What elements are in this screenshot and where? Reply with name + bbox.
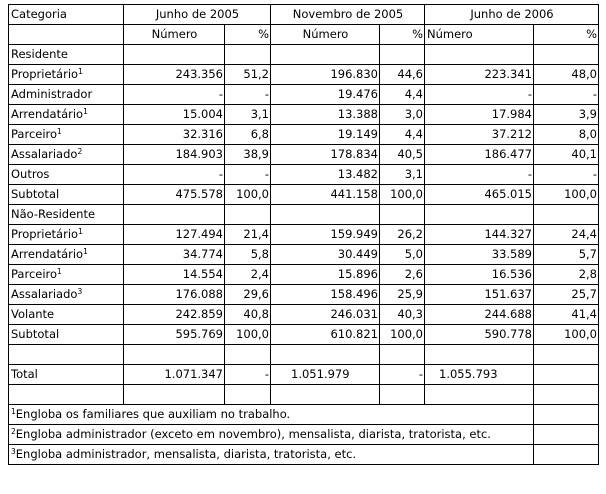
section-title: Residente bbox=[9, 45, 124, 65]
footnote-text: Engloba administrador, mensalista, diarista, tratorista, etc. bbox=[15, 447, 357, 461]
data-cell: 19.476 bbox=[271, 85, 380, 105]
footnote bbox=[9, 405, 534, 425]
subtotal-cell: 595.769 bbox=[124, 325, 225, 345]
subtotal-cell: 100,0 bbox=[534, 185, 599, 205]
data-cell: 4,4 bbox=[380, 85, 425, 105]
empty-cell bbox=[425, 345, 534, 365]
row-label bbox=[9, 85, 124, 105]
data-cell: 29,6 bbox=[225, 285, 271, 305]
header-pct: % bbox=[380, 25, 425, 45]
data-cell: 25,7 bbox=[534, 285, 599, 305]
table-row bbox=[9, 265, 599, 285]
subtotal-cell: 590.778 bbox=[425, 325, 534, 345]
row-label-text: Assalariado bbox=[11, 287, 78, 301]
subtotal-cell: 610.821 bbox=[271, 325, 380, 345]
data-cell: 4,4 bbox=[380, 125, 425, 145]
empty-cell bbox=[124, 205, 225, 225]
empty-cell bbox=[225, 385, 271, 405]
header-pct: % bbox=[534, 25, 599, 45]
data-cell: 48,0 bbox=[534, 65, 599, 85]
footnote-marker: 2 bbox=[77, 147, 83, 156]
row-label-text: Volante bbox=[11, 307, 55, 321]
row-label bbox=[9, 245, 124, 265]
data-cell: 13.482 bbox=[271, 165, 380, 185]
total-row bbox=[9, 365, 599, 385]
data-cell: 144.327 bbox=[425, 225, 534, 245]
data-cell: - bbox=[124, 165, 225, 185]
table-row bbox=[9, 85, 599, 105]
data-cell: 14.554 bbox=[124, 265, 225, 285]
employment-table-document bbox=[8, 4, 599, 465]
data-cell: 127.494 bbox=[124, 225, 225, 245]
row-label-text: Arrendatário bbox=[11, 107, 84, 121]
row-label-text: Proprietário bbox=[11, 67, 79, 81]
empty-cell bbox=[425, 385, 534, 405]
data-cell: - bbox=[225, 165, 271, 185]
data-cell: 223.341 bbox=[425, 65, 534, 85]
footnote-row bbox=[9, 425, 599, 445]
subtotal-cell: 441.158 bbox=[271, 185, 380, 205]
table-row bbox=[9, 125, 599, 145]
row-label-text: Parceiro bbox=[11, 267, 58, 281]
footnote-marker: 1 bbox=[78, 227, 83, 236]
footnote-marker: 2 bbox=[11, 427, 16, 436]
data-cell: 25,9 bbox=[380, 285, 425, 305]
row-label-text: Parceiro bbox=[11, 127, 58, 141]
data-cell: 21,4 bbox=[225, 225, 271, 245]
data-cell: 159.949 bbox=[271, 225, 380, 245]
data-cell: 15.896 bbox=[271, 265, 380, 285]
data-cell: 5,7 bbox=[534, 245, 599, 265]
table-row bbox=[9, 245, 599, 265]
footnote-marker: 1 bbox=[83, 247, 88, 256]
data-cell: 51,2 bbox=[225, 65, 271, 85]
data-cell: 34.774 bbox=[124, 245, 225, 265]
subtotal-cell: 475.578 bbox=[124, 185, 225, 205]
empty-cell bbox=[225, 45, 271, 65]
data-cell: - bbox=[124, 85, 225, 105]
subtotal-cell: 100,0 bbox=[225, 185, 271, 205]
data-cell: 40,8 bbox=[225, 305, 271, 325]
empty-cell bbox=[380, 345, 425, 365]
empty-cell bbox=[534, 205, 599, 225]
section-title: Não-Residente bbox=[9, 205, 124, 225]
data-cell: 2,6 bbox=[380, 265, 425, 285]
data-cell: 178.834 bbox=[271, 145, 380, 165]
row-label-text: Administrador bbox=[11, 87, 93, 101]
subtotal-row bbox=[9, 185, 599, 205]
total-cell: - bbox=[225, 365, 271, 385]
data-cell: 17.984 bbox=[425, 105, 534, 125]
empty-cell bbox=[9, 385, 124, 405]
empty-cell bbox=[534, 345, 599, 365]
footnote-marker: 1 bbox=[78, 67, 83, 76]
empty-cell bbox=[534, 445, 599, 465]
section-title-row bbox=[9, 205, 599, 225]
row-label bbox=[9, 105, 124, 125]
data-cell: 37.212 bbox=[425, 125, 534, 145]
footnote-marker: 3 bbox=[11, 447, 16, 456]
data-cell: 33.589 bbox=[425, 245, 534, 265]
data-cell: 44,6 bbox=[380, 65, 425, 85]
table-row bbox=[9, 105, 599, 125]
empty-cell bbox=[225, 205, 271, 225]
data-cell: 246.031 bbox=[271, 305, 380, 325]
empty-cell bbox=[380, 45, 425, 65]
empty-cell bbox=[271, 385, 380, 405]
data-cell: 3,1 bbox=[225, 105, 271, 125]
header-numero: Número bbox=[271, 25, 380, 45]
empty-cell bbox=[271, 45, 380, 65]
header-row-periods bbox=[9, 5, 599, 25]
data-cell: 3,9 bbox=[534, 105, 599, 125]
subtotal-cell: 100,0 bbox=[380, 185, 425, 205]
table-row bbox=[9, 305, 599, 325]
row-label bbox=[9, 305, 124, 325]
empty-cell bbox=[124, 345, 225, 365]
data-cell: 3,0 bbox=[380, 105, 425, 125]
data-cell: 40,1 bbox=[534, 145, 599, 165]
header-empty bbox=[9, 25, 124, 45]
footnote-row bbox=[9, 405, 599, 425]
data-cell: 38,9 bbox=[225, 145, 271, 165]
data-cell: - bbox=[425, 165, 534, 185]
row-label-text: Proprietário bbox=[11, 227, 79, 241]
section-title-row bbox=[9, 45, 599, 65]
row-label bbox=[9, 165, 124, 185]
row-label-text: Arrendatário bbox=[11, 247, 84, 261]
subtotal-row bbox=[9, 325, 599, 345]
footnote-marker: 1 bbox=[83, 107, 88, 116]
header-numero: Número bbox=[124, 25, 225, 45]
data-cell: 40,5 bbox=[380, 145, 425, 165]
data-cell: 13.388 bbox=[271, 105, 380, 125]
footnote-marker: 1 bbox=[11, 407, 16, 416]
data-cell: 244.688 bbox=[425, 305, 534, 325]
empty-cell bbox=[425, 45, 534, 65]
header-period: Novembro de 2005 bbox=[271, 5, 425, 25]
subtotal-cell: 100,0 bbox=[534, 325, 599, 345]
data-cell: 5,0 bbox=[380, 245, 425, 265]
empty-cell bbox=[124, 385, 225, 405]
table-row bbox=[9, 285, 599, 305]
total-cell: 1.051.979 bbox=[271, 365, 380, 385]
footnote-text: Engloba administrador (exceto em novembro), mensalista, diarista, tratorista, etc. bbox=[15, 427, 491, 441]
empty-cell bbox=[380, 205, 425, 225]
data-cell: 186.477 bbox=[425, 145, 534, 165]
total-cell: - bbox=[380, 365, 425, 385]
header-period: Junho de 2005 bbox=[124, 5, 271, 25]
data-cell: - bbox=[225, 85, 271, 105]
total-cell: 1.071.347 bbox=[124, 365, 225, 385]
row-label bbox=[9, 285, 124, 305]
data-cell: 6,8 bbox=[225, 125, 271, 145]
table-row bbox=[9, 225, 599, 245]
data-cell: 19.149 bbox=[271, 125, 380, 145]
data-cell: 41,4 bbox=[534, 305, 599, 325]
data-cell: 3,1 bbox=[380, 165, 425, 185]
subtotal-cell: 100,0 bbox=[225, 325, 271, 345]
data-cell: - bbox=[425, 85, 534, 105]
header-numero: Número bbox=[425, 25, 534, 45]
data-cell: 8,0 bbox=[534, 125, 599, 145]
data-cell: 2,8 bbox=[534, 265, 599, 285]
empty-cell bbox=[534, 405, 599, 425]
data-cell: - bbox=[534, 165, 599, 185]
table-row bbox=[9, 65, 599, 85]
footnote-marker: 3 bbox=[77, 287, 83, 296]
table-row bbox=[9, 165, 599, 185]
row-label-text: Outros bbox=[11, 167, 50, 181]
employment-table bbox=[8, 4, 599, 465]
footnote bbox=[9, 425, 534, 445]
subtotal-cell: 465.015 bbox=[425, 185, 534, 205]
data-cell: 24,4 bbox=[534, 225, 599, 245]
empty-cell bbox=[124, 45, 225, 65]
footnote-marker: 1 bbox=[57, 127, 62, 136]
data-cell: 26,2 bbox=[380, 225, 425, 245]
row-label bbox=[9, 265, 124, 285]
data-cell: 243.356 bbox=[124, 65, 225, 85]
footnote bbox=[9, 445, 534, 465]
subtotal-label: Subtotal bbox=[9, 325, 124, 345]
row-label bbox=[9, 145, 124, 165]
empty-cell bbox=[271, 205, 380, 225]
footnote-marker: 1 bbox=[57, 267, 62, 276]
data-cell: 32.316 bbox=[124, 125, 225, 145]
empty-cell bbox=[425, 205, 534, 225]
header-period: Junho de 2006 bbox=[425, 5, 599, 25]
data-cell: - bbox=[534, 85, 599, 105]
total-cell bbox=[534, 365, 599, 385]
blank-row bbox=[9, 345, 599, 365]
data-cell: 151.637 bbox=[425, 285, 534, 305]
data-cell: 242.859 bbox=[124, 305, 225, 325]
total-cell: 1.055.793 bbox=[425, 365, 534, 385]
header-pct: % bbox=[225, 25, 271, 45]
empty-cell bbox=[534, 45, 599, 65]
total-label: Total bbox=[9, 365, 124, 385]
data-cell: 5,8 bbox=[225, 245, 271, 265]
data-cell: 30.449 bbox=[271, 245, 380, 265]
empty-cell bbox=[380, 385, 425, 405]
row-label-text: Assalariado bbox=[11, 147, 78, 161]
row-label bbox=[9, 125, 124, 145]
table-row bbox=[9, 145, 599, 165]
header-categoria: Categoria bbox=[9, 5, 124, 25]
data-cell: 158.496 bbox=[271, 285, 380, 305]
header-row-units bbox=[9, 25, 599, 45]
data-cell: 196.830 bbox=[271, 65, 380, 85]
subtotal-label: Subtotal bbox=[9, 185, 124, 205]
data-cell: 15.004 bbox=[124, 105, 225, 125]
empty-cell bbox=[225, 345, 271, 365]
empty-cell bbox=[9, 345, 124, 365]
empty-cell bbox=[534, 385, 599, 405]
blank-row bbox=[9, 385, 599, 405]
row-label bbox=[9, 225, 124, 245]
empty-cell bbox=[271, 345, 380, 365]
footnote-row bbox=[9, 445, 599, 465]
empty-cell bbox=[534, 425, 599, 445]
footnote-text: Engloba os familiares que auxiliam no trabalho. bbox=[15, 407, 291, 421]
row-label bbox=[9, 65, 124, 85]
data-cell: 40,3 bbox=[380, 305, 425, 325]
data-cell: 184.903 bbox=[124, 145, 225, 165]
data-cell: 176.088 bbox=[124, 285, 225, 305]
subtotal-cell: 100,0 bbox=[380, 325, 425, 345]
data-cell: 2,4 bbox=[225, 265, 271, 285]
data-cell: 16.536 bbox=[425, 265, 534, 285]
